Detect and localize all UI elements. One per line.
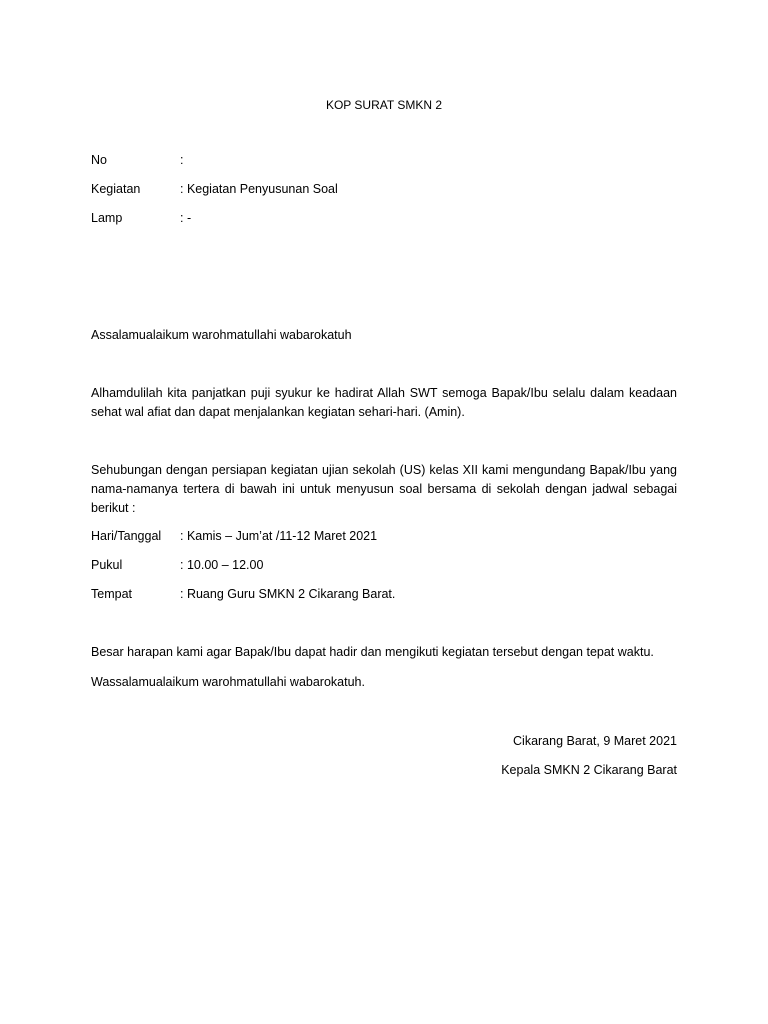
opening-paragraph <box>91 384 677 422</box>
opening-line: Alhamdulilah kita panjatkan puji syukur ke hadirat Allah SWT semoga Bapak/Ibu selalu dalam keadaan <box>91 386 677 400</box>
greeting: Assalamualaikum warohmatullahi wabarokatuh <box>91 328 352 342</box>
schedule-label-tempat: Tempat <box>91 587 132 601</box>
farewell: Wassalamualaikum warohmatullahi wabarokatuh. <box>91 675 365 689</box>
invitation-line: berikut : <box>91 501 136 515</box>
meta-value-kegiatan: : Kegiatan Penyusunan Soal <box>180 182 338 196</box>
invitation-line: Sehubungan dengan persiapan kegiatan ujian sekolah (US) kelas XII kami mengundang Bapak/Ibu yang <box>91 463 677 477</box>
letterhead-title: KOP SURAT SMKN 2 <box>325 98 443 112</box>
meta-row-lamp <box>91 209 681 228</box>
meta-label-lamp: Lamp <box>91 211 123 225</box>
signature-place-date: Cikarang Barat, 9 Maret 2021 <box>513 734 677 748</box>
schedule-label-pukul: Pukul <box>91 558 123 572</box>
schedule-row-pukul <box>91 556 681 575</box>
schedule-value-pukul: : 10.00 – 12.00 <box>180 558 264 572</box>
invitation-paragraph <box>91 461 677 518</box>
schedule-label-hari: Hari/Tanggal <box>91 529 162 543</box>
signature-position: Kepala SMKN 2 Cikarang Barat <box>501 763 677 777</box>
schedule-row-hari <box>91 527 681 546</box>
meta-row-no <box>91 151 681 170</box>
meta-row-kegiatan <box>91 180 681 199</box>
meta-value-lamp: : - <box>180 211 192 225</box>
closing-sentence: Besar harapan kami agar Bapak/Ibu dapat hadir dan mengikuti kegiatan tersebut dengan tepat waktu. <box>91 645 654 659</box>
opening-line: sehat wal afiat dan dapat menjalankan kegiatan sehari-hari. (Amin). <box>91 405 465 419</box>
meta-label-kegiatan: Kegiatan <box>91 182 141 196</box>
schedule-row-tempat <box>91 585 681 604</box>
schedule-value-tempat: : Ruang Guru SMKN 2 Cikarang Barat. <box>180 587 396 601</box>
meta-value-no: : <box>180 153 184 167</box>
schedule-value-hari: : Kamis – Jum’at /11-12 Maret 2021 <box>180 529 378 543</box>
meta-label-no: No <box>91 153 107 167</box>
invitation-line: nama-namanya tertera di bawah ini untuk menyusun soal bersama di sekolah dengan jadwal sebagai <box>91 482 677 496</box>
